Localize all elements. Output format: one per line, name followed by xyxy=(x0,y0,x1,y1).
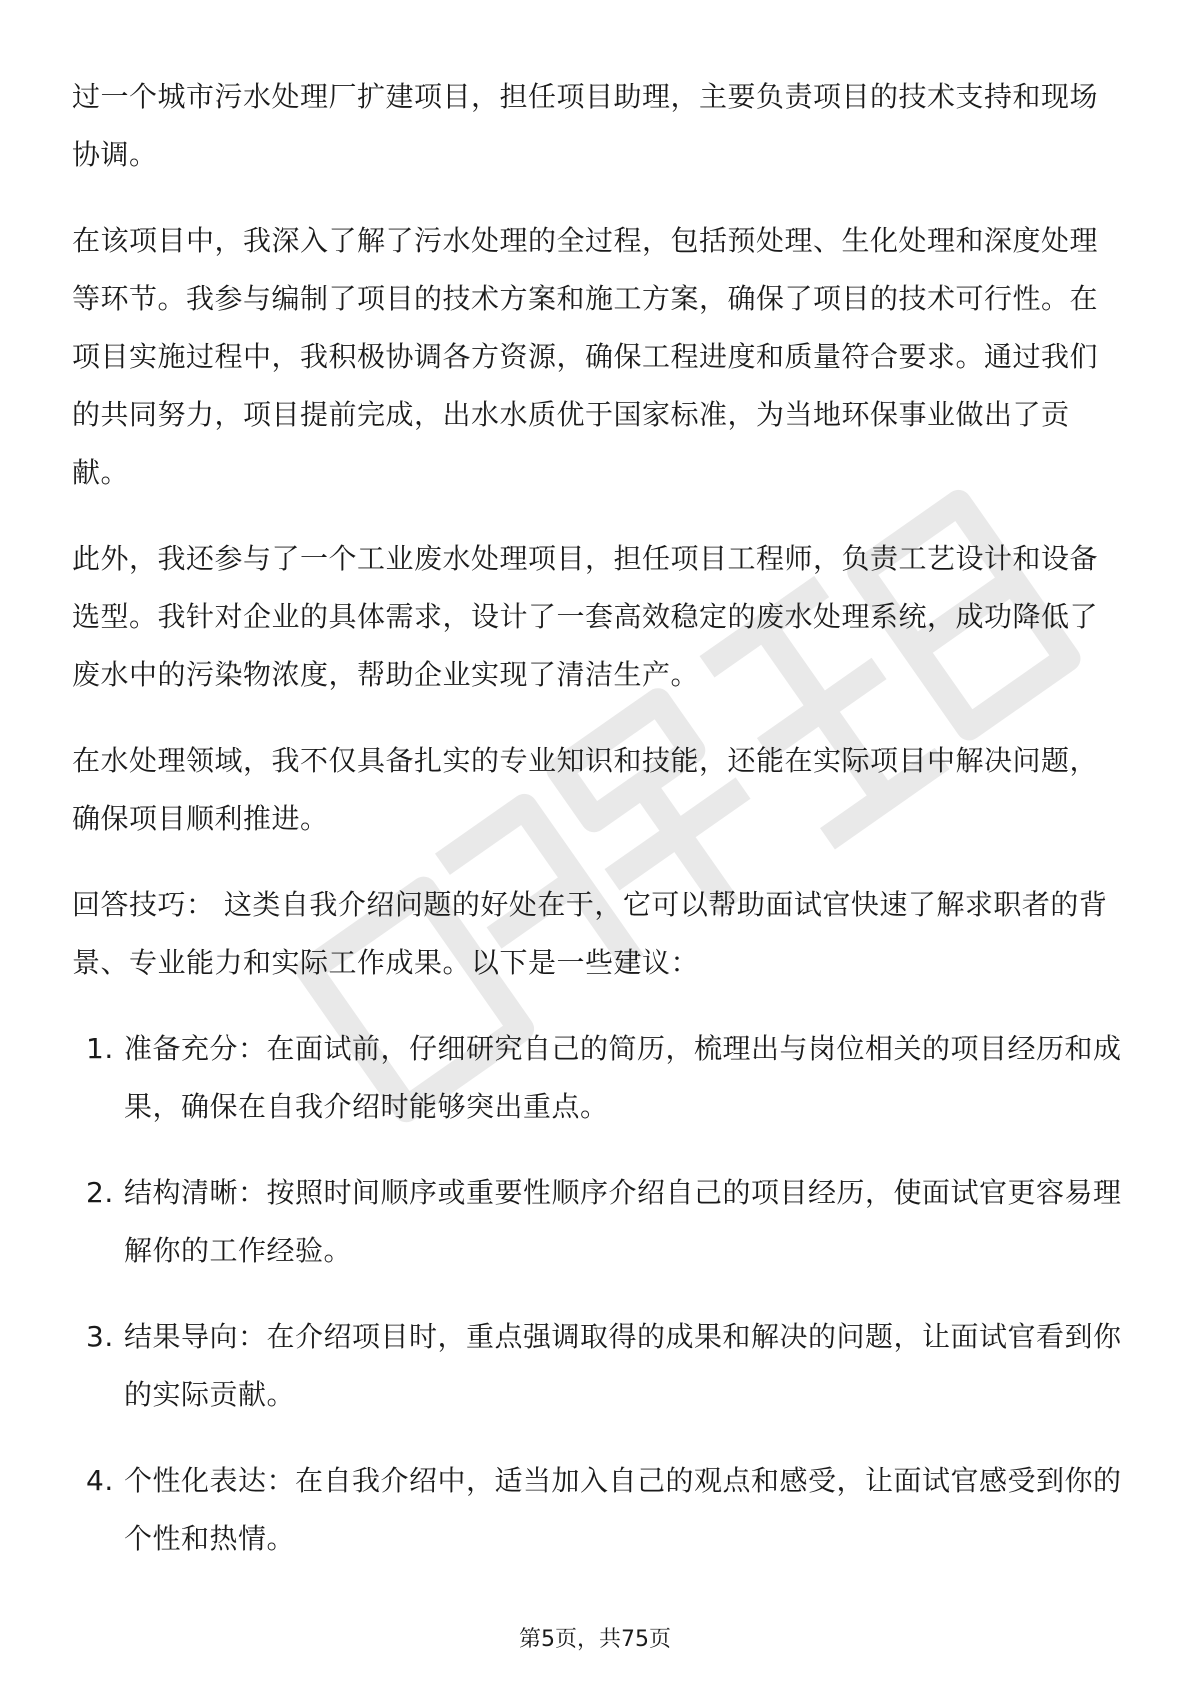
page-number: 第5页，共75页 xyxy=(519,1627,671,1652)
list-item-text: 个性化表达：在自我介绍中，适当加入自己的观点和感受，让面试官感受到你的个性和热情。 xyxy=(124,1464,1122,1555)
list-item-number: 3. xyxy=(86,1320,114,1353)
list-item-number: 2. xyxy=(86,1176,114,1209)
paragraph-industrial-project: 此外，我还参与了一个工业废水处理项目，担任项目工程师，负责工艺设计和设备选型。我针对企业的具体需求，设计了一套高效稳定的废水处理系统，成功降低了废水中的污染物浓度，帮助企业实现了清洁生产。 xyxy=(72,542,1099,691)
list-item-number: 4. xyxy=(86,1464,114,1497)
list-item xyxy=(72,1452,1122,1568)
list-item-text: 结果导向：在介绍项目时，重点强调取得的成果和解决的问题，让面试官看到你的实际贡献。 xyxy=(124,1320,1122,1411)
paragraph-project-intro: 过一个城市污水处理厂扩建项目，担任项目助理，主要负责项目的技术支持和现场协调。 xyxy=(72,80,1099,171)
list-item-text: 结构清晰：按照时间顺序或重要性顺序介绍自己的项目经历，使面试官更容易理解你的工作经验。 xyxy=(124,1176,1122,1267)
list-item xyxy=(72,1020,1122,1136)
paragraph-answer-tips: 回答技巧： 这类自我介绍问题的好处在于，它可以帮助面试官快速了解求职者的背景、专业能力和实际工作成果。以下是一些建议： xyxy=(72,888,1108,979)
list-item-number: 1. xyxy=(86,1032,114,1065)
document-body xyxy=(72,68,1122,1596)
tips-list xyxy=(72,1020,1122,1568)
paragraph-project-details: 在该项目中，我深入了解了污水处理的全过程，包括预处理、生化处理和深度处理等环节。我参与编制了项目的技术方案和施工方案，确保了项目的技术可行性。在项目实施过程中，我积极协调各方资源，确保工程进度和质量符合要求。通过我们的共同努力，项目提前完成，出水水质优于国家标准，为当地环保事业做出了贡献。 xyxy=(72,224,1099,489)
paragraph-summary: 在水处理领域，我不仅具备扎实的专业知识和技能，还能在实际项目中解决问题，确保项目顺利推进。 xyxy=(72,744,1099,835)
list-item xyxy=(72,1164,1122,1280)
list-item-text: 准备充分：在面试前，仔细研究自己的简历，梳理出与岗位相关的项目经历和成果，确保在自我介绍时能够突出重点。 xyxy=(124,1032,1122,1123)
list-item xyxy=(72,1308,1122,1424)
